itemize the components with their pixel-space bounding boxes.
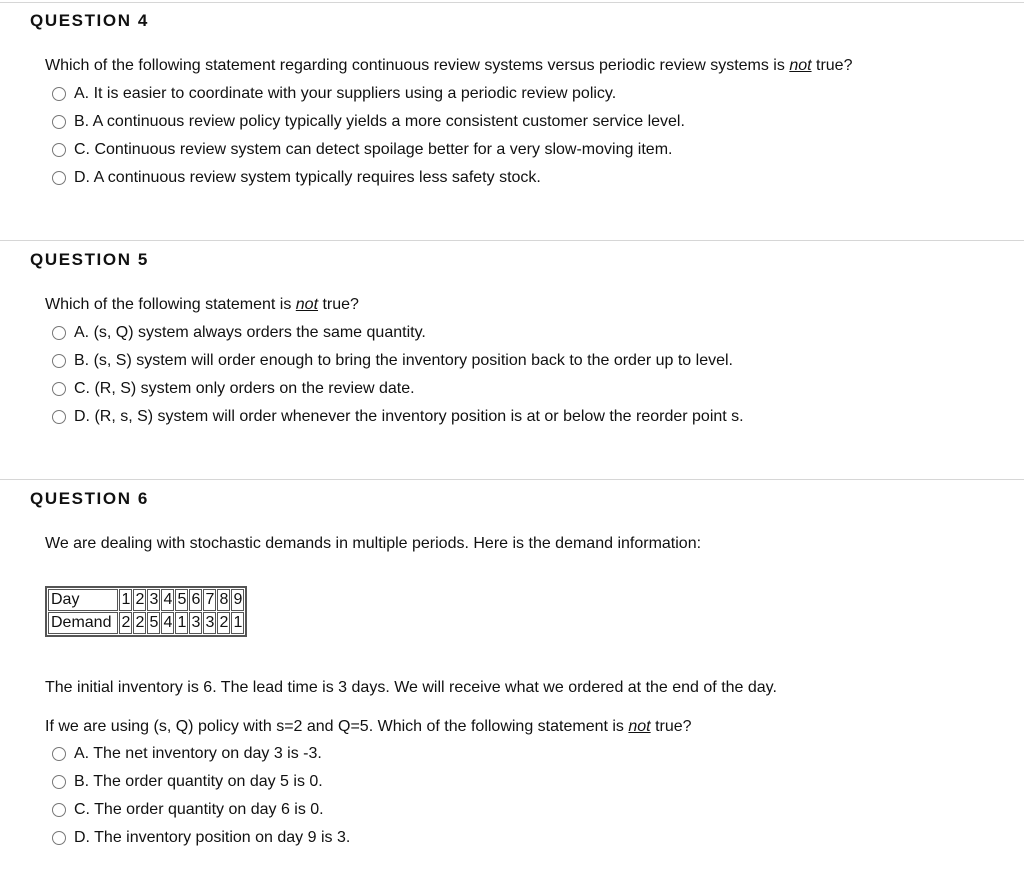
demand-row bbox=[48, 612, 244, 634]
day-cell: 8 bbox=[217, 589, 230, 611]
question-5-option-a[interactable] bbox=[52, 322, 426, 344]
option-label: A. The net inventory on day 3 is -3. bbox=[74, 745, 322, 762]
option-label: D. The inventory position on day 9 is 3. bbox=[74, 829, 351, 846]
question-5-prompt-end: true? bbox=[318, 296, 359, 313]
option-label: B. (s, S) system will order enough to bring the inventory position back to the order up to level. bbox=[74, 352, 733, 369]
day-cell: 7 bbox=[203, 589, 216, 611]
question-5-prompt bbox=[45, 296, 359, 314]
day-cell: 3 bbox=[147, 589, 160, 611]
question-6-option-c[interactable] bbox=[52, 799, 324, 821]
demand-cell: 3 bbox=[189, 612, 202, 634]
demand-cell: 1 bbox=[175, 612, 188, 634]
option-label: D. A continuous review system typically requires less safety stock. bbox=[74, 169, 541, 186]
question-5-option-b[interactable] bbox=[52, 350, 733, 372]
question-4-prompt-text: Which of the following statement regarding continuous review systems versus periodic review systems is bbox=[45, 57, 790, 74]
radio-button[interactable] bbox=[52, 326, 66, 340]
section-divider bbox=[0, 240, 1024, 241]
radio-button[interactable] bbox=[52, 115, 66, 129]
option-label: A. It is easier to coordinate with your suppliers using a periodic review policy. bbox=[74, 85, 617, 102]
demand-table bbox=[45, 586, 247, 637]
demand-cell: 3 bbox=[203, 612, 216, 634]
day-cell: 9 bbox=[231, 589, 244, 611]
question-6-prompt-text: If we are using (s, Q) policy with s=2 and Q=5. Which of the following statement is bbox=[45, 718, 629, 735]
question-6-intro: We are dealing with stochastic demands in multiple periods. Here is the demand information: bbox=[45, 535, 702, 552]
question-5-prompt-text: Which of the following statement is bbox=[45, 296, 296, 313]
option-label: B. A continuous review policy typically yields a more consistent customer service level. bbox=[74, 113, 685, 130]
radio-button[interactable] bbox=[52, 87, 66, 101]
radio-button[interactable] bbox=[52, 803, 66, 817]
day-cell: 2 bbox=[133, 589, 146, 611]
question-4-option-a[interactable] bbox=[52, 83, 616, 105]
question-6-info: The initial inventory is 6. The lead time is 3 days. We will receive what we ordered at the end of the day. bbox=[45, 679, 777, 696]
radio-button[interactable] bbox=[52, 171, 66, 185]
question-6-option-b[interactable] bbox=[52, 771, 323, 793]
day-cell: 6 bbox=[189, 589, 202, 611]
question-4-prompt bbox=[45, 57, 852, 75]
option-label: C. (R, S) system only orders on the review date. bbox=[74, 380, 415, 397]
question-6-option-d[interactable] bbox=[52, 827, 350, 849]
radio-button[interactable] bbox=[52, 410, 66, 424]
radio-button[interactable] bbox=[52, 143, 66, 157]
day-row bbox=[48, 589, 244, 611]
question-5-title: QUESTION 5 bbox=[30, 250, 149, 269]
day-cell: 4 bbox=[161, 589, 174, 611]
radio-button[interactable] bbox=[52, 354, 66, 368]
demand-cell: 2 bbox=[133, 612, 146, 634]
radio-button[interactable] bbox=[52, 747, 66, 761]
option-label: C. The order quantity on day 6 is 0. bbox=[74, 801, 324, 818]
day-cell: 5 bbox=[175, 589, 188, 611]
question-4-option-d[interactable] bbox=[52, 167, 541, 189]
question-4-option-c[interactable] bbox=[52, 139, 672, 161]
option-label: B. The order quantity on day 5 is 0. bbox=[74, 773, 323, 790]
question-6-option-a[interactable] bbox=[52, 743, 322, 765]
question-4-title: QUESTION 4 bbox=[30, 11, 149, 30]
radio-button[interactable] bbox=[52, 775, 66, 789]
question-6-prompt-end: true? bbox=[650, 718, 692, 735]
question-5-option-c[interactable] bbox=[52, 378, 415, 400]
demand-cell: 1 bbox=[231, 612, 244, 634]
question-5-prompt-emphasis: not bbox=[295, 296, 319, 313]
day-cell: 1 bbox=[119, 589, 132, 611]
top-divider bbox=[0, 2, 1024, 3]
radio-button[interactable] bbox=[52, 382, 66, 396]
question-4-prompt-emphasis: not bbox=[789, 57, 812, 74]
question-4-option-b[interactable] bbox=[52, 111, 685, 133]
option-label: D. (R, s, S) system will order whenever the inventory position is at or below the reorder point s. bbox=[74, 408, 744, 425]
option-label: C. Continuous review system can detect spoilage better for a very slow-moving item. bbox=[74, 141, 673, 158]
option-label: A. (s, Q) system always orders the same quantity. bbox=[74, 324, 426, 341]
row-label-demand: Demand bbox=[48, 612, 118, 634]
question-6-title: QUESTION 6 bbox=[30, 489, 149, 508]
demand-cell: 2 bbox=[217, 612, 230, 634]
radio-button[interactable] bbox=[52, 831, 66, 845]
row-label-day: Day bbox=[48, 589, 118, 611]
demand-cell: 5 bbox=[147, 612, 160, 634]
question-4-prompt-end: true? bbox=[811, 57, 853, 74]
demand-cell: 2 bbox=[119, 612, 132, 634]
question-6-prompt bbox=[45, 718, 692, 736]
demand-cell: 4 bbox=[161, 612, 174, 634]
section-divider bbox=[0, 479, 1024, 480]
question-6-prompt-emphasis: not bbox=[628, 718, 651, 735]
question-5-option-d[interactable] bbox=[52, 406, 744, 428]
